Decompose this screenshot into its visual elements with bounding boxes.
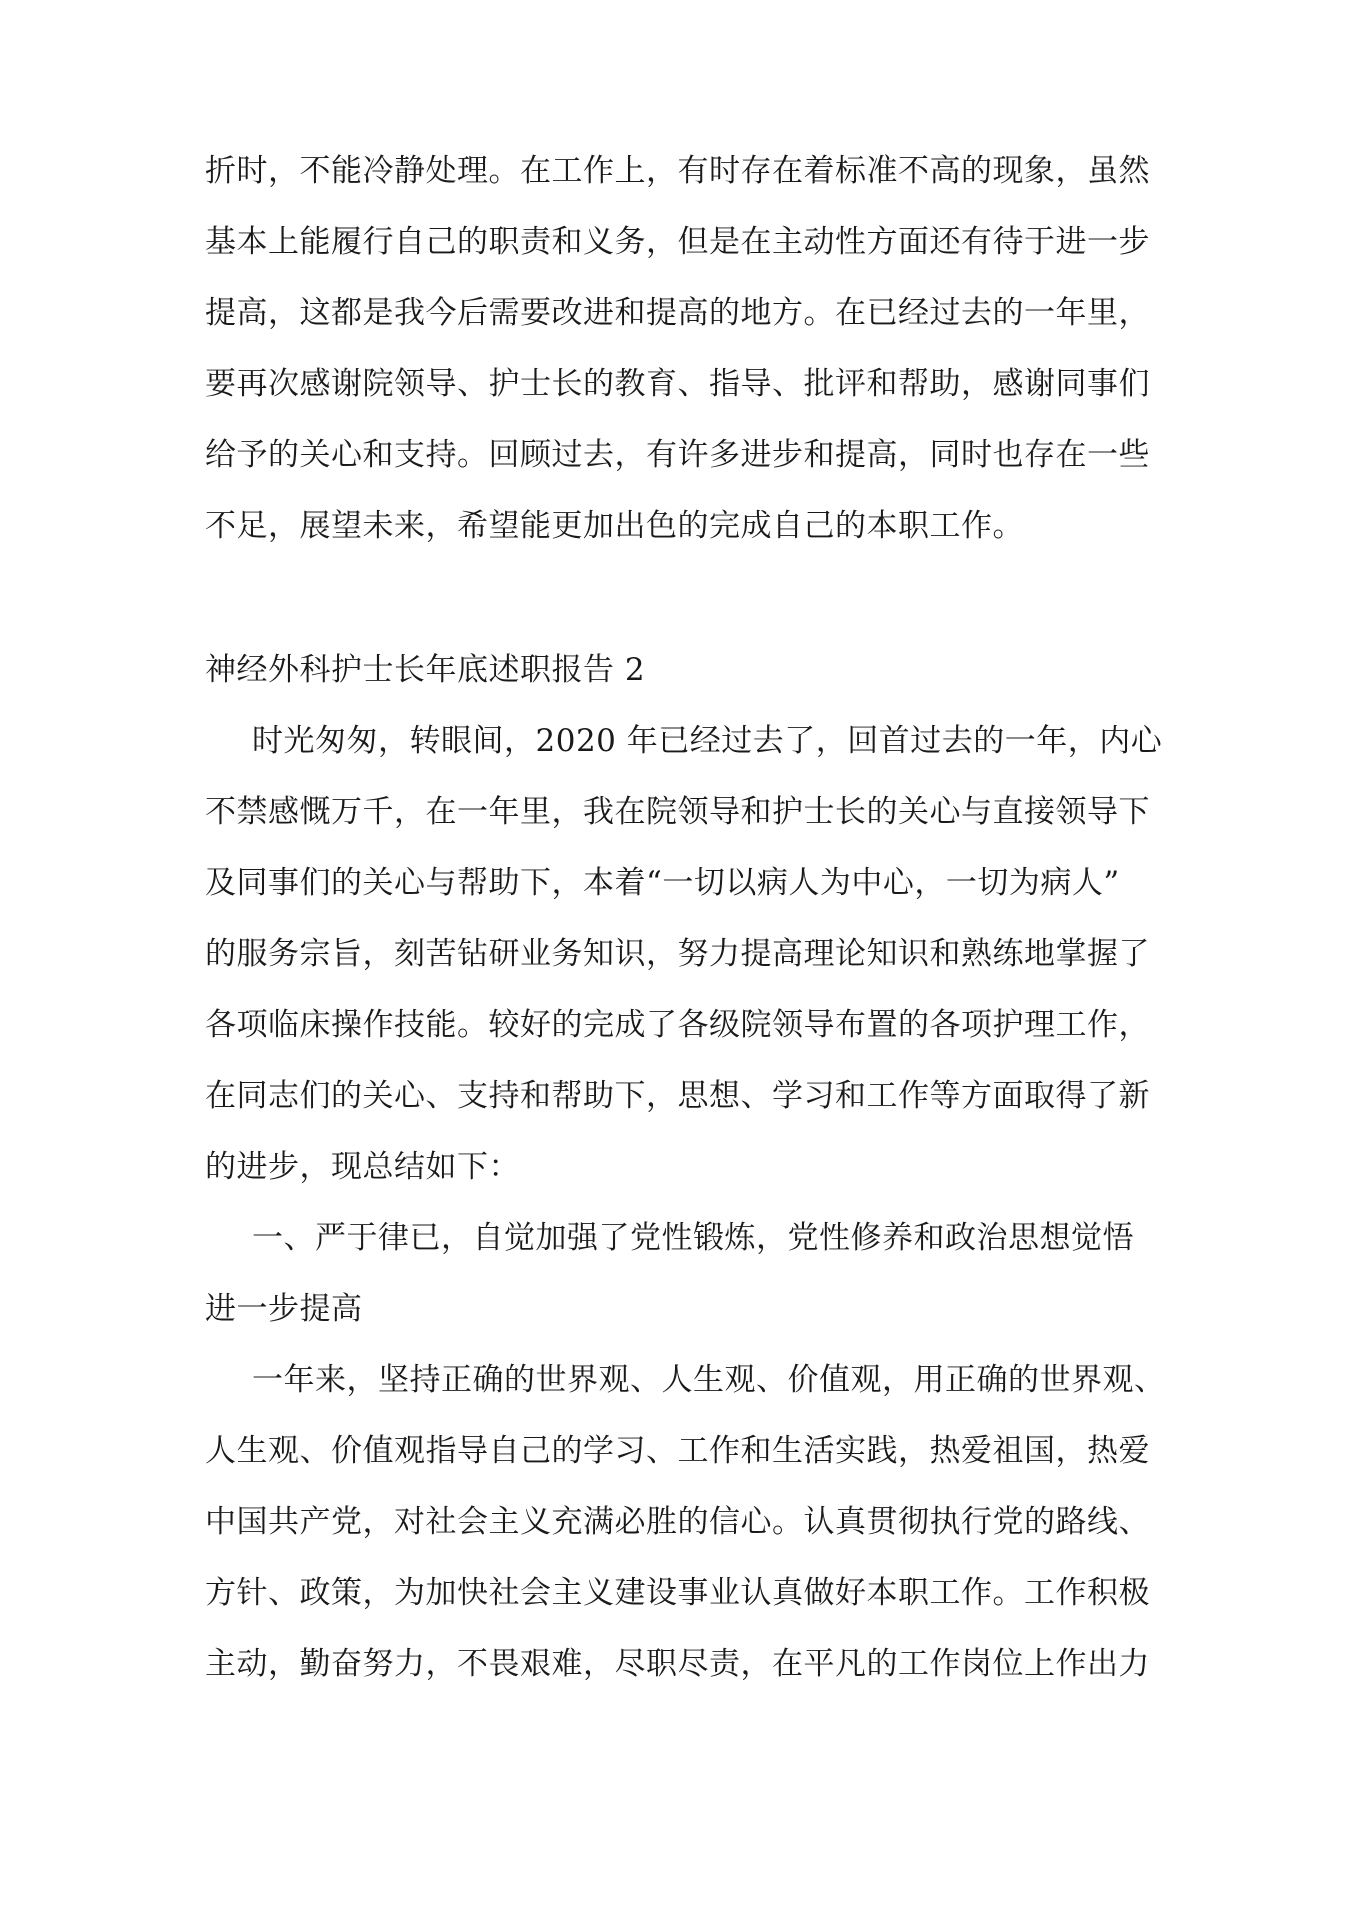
paragraph-line: 的服务宗旨，刻苦钻研业务知识，努力提高理论知识和熟练地掌握了 [205,936,1150,972]
paragraph-line: 一年来，坚持正确的世界观、人生观、价值观，用正确的世界观、 [252,1362,1166,1398]
paragraph-line: 基本上能履行自己的职责和义务，但是在主动性方面还有待于进一步 [205,224,1150,260]
paragraph-line: 各项临床操作技能。较好的完成了各级院领导布置的各项护理工作， [205,1007,1150,1043]
paragraph-line: 折时，不能冷静处理。在工作上，有时存在着标准不高的现象，虽然 [205,153,1150,189]
paragraph-line: 及同事们的关心与帮助下，本着“一切以病人为中心，一切为病人” [205,865,1120,901]
paragraph-line: 人生观、价值观指导自己的学习、工作和生活实践，热爱祖国，热爱 [205,1433,1150,1469]
paragraph-line: 不足，展望未来，希望能更加出色的完成自己的本职工作。 [205,508,1024,544]
paragraph-line: 主动，勤奋努力，不畏艰难，尽职尽责，在平凡的工作岗位上作出力 [205,1646,1150,1682]
paragraph-line: 要再次感谢院领导、护士长的教育、指导、批评和帮助，感谢同事们 [205,366,1150,402]
paragraph-line: 给予的关心和支持。回顾过去，有许多进步和提高，同时也存在一些 [205,437,1150,473]
paragraph-line: 提高，这都是我今后需要改进和提高的地方。在已经过去的一年里， [205,295,1150,331]
point-heading: 一、严于律已，自觉加强了党性锻炼，党性修养和政治思想觉悟 [252,1220,1134,1256]
paragraph-line: 中国共产党，对社会主义充满必胜的信心。认真贯彻执行党的路线、 [205,1504,1150,1540]
paragraph-line: 的进步，现总结如下： [205,1149,520,1185]
paragraph-line: 在同志们的关心、支持和帮助下，思想、学习和工作等方面取得了新 [205,1078,1150,1114]
paragraph-line: 不禁感慨万千，在一年里，我在院领导和护士长的关心与直接领导下 [205,794,1150,830]
point-heading: 进一步提高 [205,1291,363,1327]
paragraph-line: 时光匆匆，转眼间，2020 年已经过去了，回首过去的一年，内心 [252,723,1163,759]
section-heading: 神经外科护士长年底述职报告 2 [205,652,646,688]
paragraph-line: 方针、政策，为加快社会主义建设事业认真做好本职工作。工作积极 [205,1575,1150,1611]
